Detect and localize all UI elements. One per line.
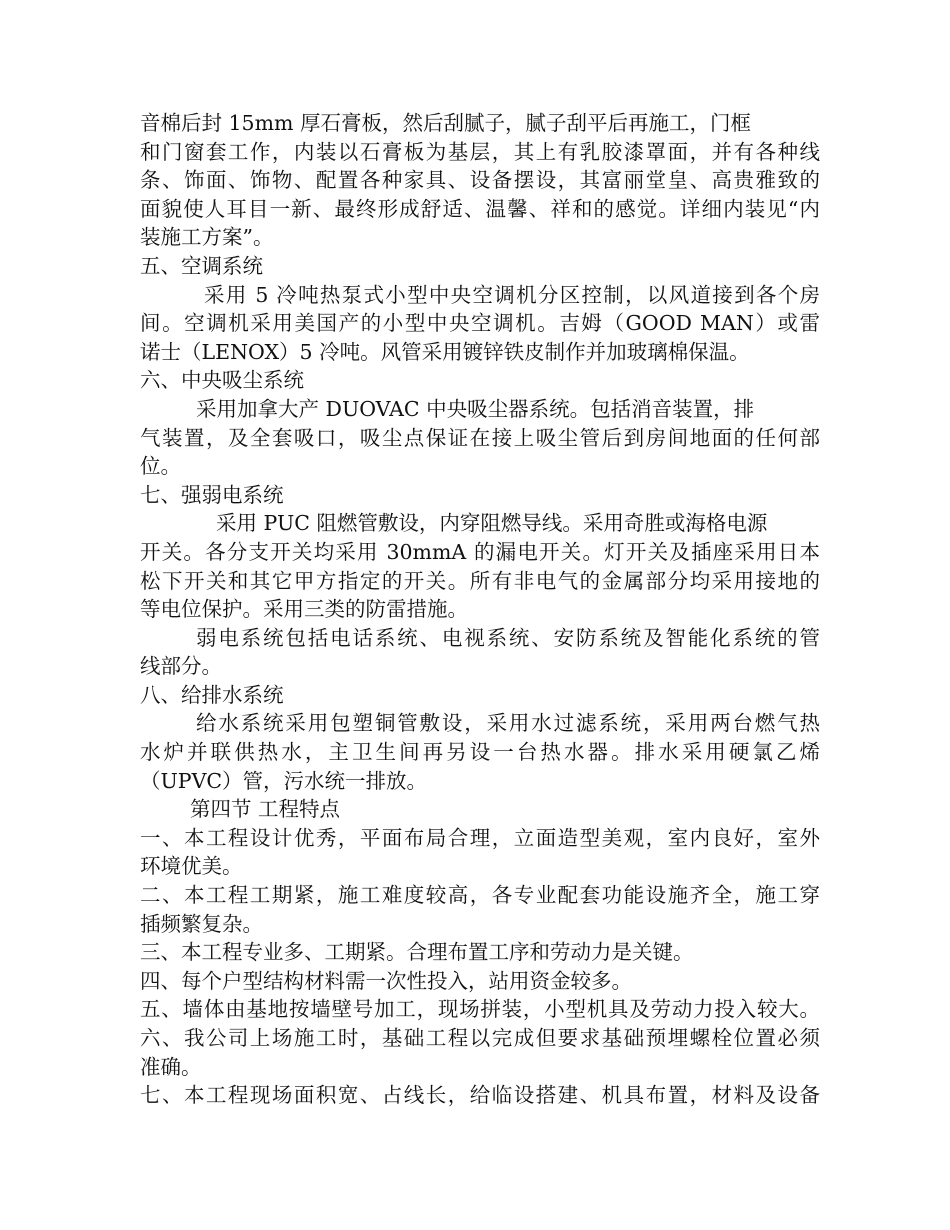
text-line: 弱电系统包括电话系统、电视系统、安防系统及智能化系统的管 [196,625,820,650]
text-line: 七、本工程现场面积宽、占线长，给临设搭建、机具布置，材料及设备 [140,1083,820,1108]
text-line: 给水系统采用包塑铜管敷设，采用水过滤系统，采用两台燃气热 [196,711,820,736]
text-line: 采用 5 冷吨热泵式小型中央空调机分区控制，以风道接到各个房 [204,282,820,307]
text-line: 二、本工程工期紧，施工难度较高，各专业配套功能设施齐全，施工穿 [140,883,820,908]
text-line: 插频繁复杂。 [140,911,263,936]
text-line: 气装置，及全套吸口，吸尘点保证在接上吸尘管后到房间地面的任何部 [140,425,820,450]
text-line: 诺士（LENOX）5 冷吨。风管采用镀锌铁皮制作并加玻璃棉保温。 [140,339,750,364]
text-line: 等电位保护。采用三类的防雷措施。 [140,597,468,622]
text-line: 采用加拿大产 DUOVAC 中央吸尘器系统。包括消音装置，排 [196,396,755,421]
text-line: 八、给排水系统 [140,682,284,707]
text-line: 三、本工程专业多、工期紧。合理布置工序和劳动力是关键。 [140,940,694,965]
text-line: 位。 [140,454,181,479]
text-line: 水炉并联供热水，主卫生间再另设一台热水器。排水采用硬氯乙烯 [140,740,820,765]
text-line: 五、墙体由基地按墙壁号加工，现场拼装，小型机具及劳动力投入较大。 [140,997,820,1022]
text-line: 间。空调机采用美国产的小型中央空调机。吉姆（GOOD MAN）或雷 [140,311,820,336]
text-line: 条、饰面、饰物、配置各种家具、设备摆设，其富丽堂皇、高贵雅致的 [140,168,820,193]
text-line: 准确。 [140,1054,202,1079]
text-line: 一、本工程设计优秀，平面布局合理，立面造型美观，室内良好，室外 [140,825,820,850]
text-line: 开关。各分支开关均采用 30mmA 的漏电开关。灯开关及插座采用日本 [140,539,820,564]
text-line: 和门窗套工作，内装以石膏板为基层，其上有乳胶漆罩面，并有各种线 [140,139,820,164]
text-line: 音棉后封 15mm 厚石膏板，然后刮腻子，腻子刮平后再施工，门框 [140,111,751,135]
text-line: 线部分。 [140,654,222,679]
text-line: 五、空调系统 [140,253,263,278]
text-line: （UPVC）管，污水统一排放。 [140,768,428,793]
text-line: 四、每个户型结构材料需一次性投入，站用资金较多。 [140,968,632,993]
text-line: 环境优美。 [140,854,243,879]
text-line: 六、我公司上场施工时，基础工程以完成但要求基础预埋螺栓位置必须 [140,1026,820,1050]
text-line: 第四节 工程特点 [190,797,341,822]
text-line: 六、中央吸尘系统 [140,368,304,393]
text-line: 采用 PUC 阻燃管敷设，内穿阻燃导线。采用奇胜或海格电源 [216,511,768,536]
text-line: 松下开关和其它甲方指定的开关。所有非电气的金属部分均采用接地的 [140,568,820,593]
text-line: 七、强弱电系统 [140,482,284,507]
document-body [140,109,820,1110]
text-line: 面貌使人耳目一新、最终形成舒适、温馨、祥和的感觉。详细内装见“内 [140,196,820,221]
text-line: 装施工方案”。 [140,225,274,250]
